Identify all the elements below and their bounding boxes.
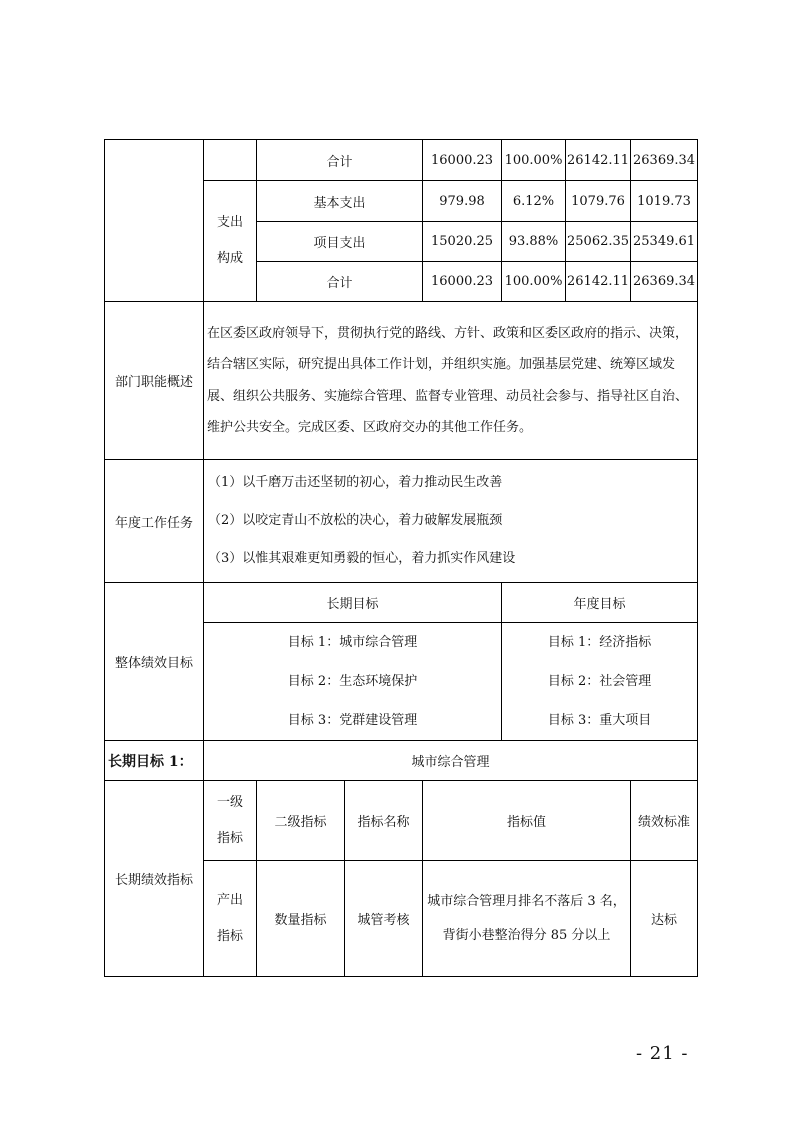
annual-tasks-list [204, 460, 698, 583]
expense-ratio: 93.88% [502, 222, 566, 262]
expense-amount: 979.98 [423, 181, 502, 222]
annual-tasks-row [105, 460, 698, 583]
annual-goal: 目标 1：经济指标 [547, 635, 652, 650]
long-term-goal: 目标 1：城市综合管理 [287, 635, 418, 650]
expense-v2: 26142.11 [566, 262, 631, 302]
expense-amount: 15020.25 [423, 222, 502, 262]
indicator-header-row [105, 781, 698, 861]
income-blank-cell [204, 140, 257, 181]
page-number: - 21 - [636, 1043, 689, 1064]
income-total-ratio: 100.00% [502, 140, 566, 181]
annual-goals [502, 623, 698, 741]
income-total-v3: 26369.34 [631, 140, 698, 181]
functions-label: 部门职能概述 [105, 302, 204, 460]
annual-header: 年度目标 [502, 583, 698, 623]
long-term-goal: 目标 3：党群建设管理 [287, 713, 418, 728]
expense-ratio: 100.00% [502, 262, 566, 302]
level1-value: 产出 指标 [204, 861, 257, 977]
expense-v3: 25349.61 [631, 222, 698, 262]
functions-row [105, 302, 698, 460]
income-total-label: 合计 [257, 140, 423, 181]
annual-goal: 目标 2：社会管理 [547, 674, 652, 689]
indicator-value: 城市综合管理月排名不落后 3 名，背街小巷整治得分 85 分以上 [423, 861, 631, 977]
overall-goals-label: 整体绩效目标 [105, 583, 204, 741]
expense-v3: 1019.73 [631, 181, 698, 222]
expense-label: 合计 [257, 262, 423, 302]
functions-text: 在区委区政府领导下，贯彻执行党的路线、方针、政策和区委区政府的指示、决策，结合辖区实际，研究提出具体工作计划，并组织实施。加强基层党建、统筹区域发展、组织公共服务、实施综合管理、监督专业管理、动员社会参与、指导社区自治、维护公共安全。完成区委、区政府交办的其他工作任务。 [204, 302, 698, 460]
indicator-name: 城管考核 [345, 861, 423, 977]
level2-value: 数量指标 [257, 861, 345, 977]
expense-v2: 1079.76 [566, 181, 631, 222]
annual-task-item: （1）以千磨万击还坚韧的初心，着力推动民生改善 [208, 475, 503, 490]
expense-group-label: 支出 构成 [204, 181, 257, 302]
funds-blank-cell [105, 140, 204, 302]
income-total-row [105, 140, 698, 181]
long-term-goals [204, 623, 502, 741]
name-header: 指标名称 [345, 781, 423, 861]
expense-label: 基本支出 [257, 181, 423, 222]
goals-header-row [105, 583, 698, 623]
long-term-header: 长期目标 [204, 583, 502, 623]
long-goal-1-label: 长期目标 1： [105, 741, 204, 781]
expense-v2: 25062.35 [566, 222, 631, 262]
level1-header: 一级 指标 [204, 781, 257, 861]
long-goal-1-value: 城市综合管理 [204, 741, 698, 781]
standard-header: 绩效标准 [631, 781, 698, 861]
annual-tasks-label: 年度工作任务 [105, 460, 204, 583]
income-total-v2: 26142.11 [566, 140, 631, 181]
expense-v3: 26369.34 [631, 262, 698, 302]
annual-task-item: （3）以惟其艰难更知勇毅的恒心，着力抓实作风建设 [208, 551, 516, 566]
indicator-standard: 达标 [631, 861, 698, 977]
indicators-label: 长期绩效指标 [105, 781, 204, 977]
income-total-amount: 16000.23 [423, 140, 502, 181]
long-term-goal: 目标 2：生态环境保护 [287, 674, 418, 689]
level2-header: 二级指标 [257, 781, 345, 861]
expense-ratio: 6.12% [502, 181, 566, 222]
long-goal-1-row [105, 741, 698, 781]
value-header: 指标值 [423, 781, 631, 861]
expense-label: 项目支出 [257, 222, 423, 262]
budget-performance-table [104, 139, 698, 977]
annual-goal: 目标 3：重大项目 [547, 713, 652, 728]
expense-amount: 16000.23 [423, 262, 502, 302]
annual-task-item: （2）以咬定青山不放松的决心，着力破解发展瓶颈 [208, 513, 503, 528]
